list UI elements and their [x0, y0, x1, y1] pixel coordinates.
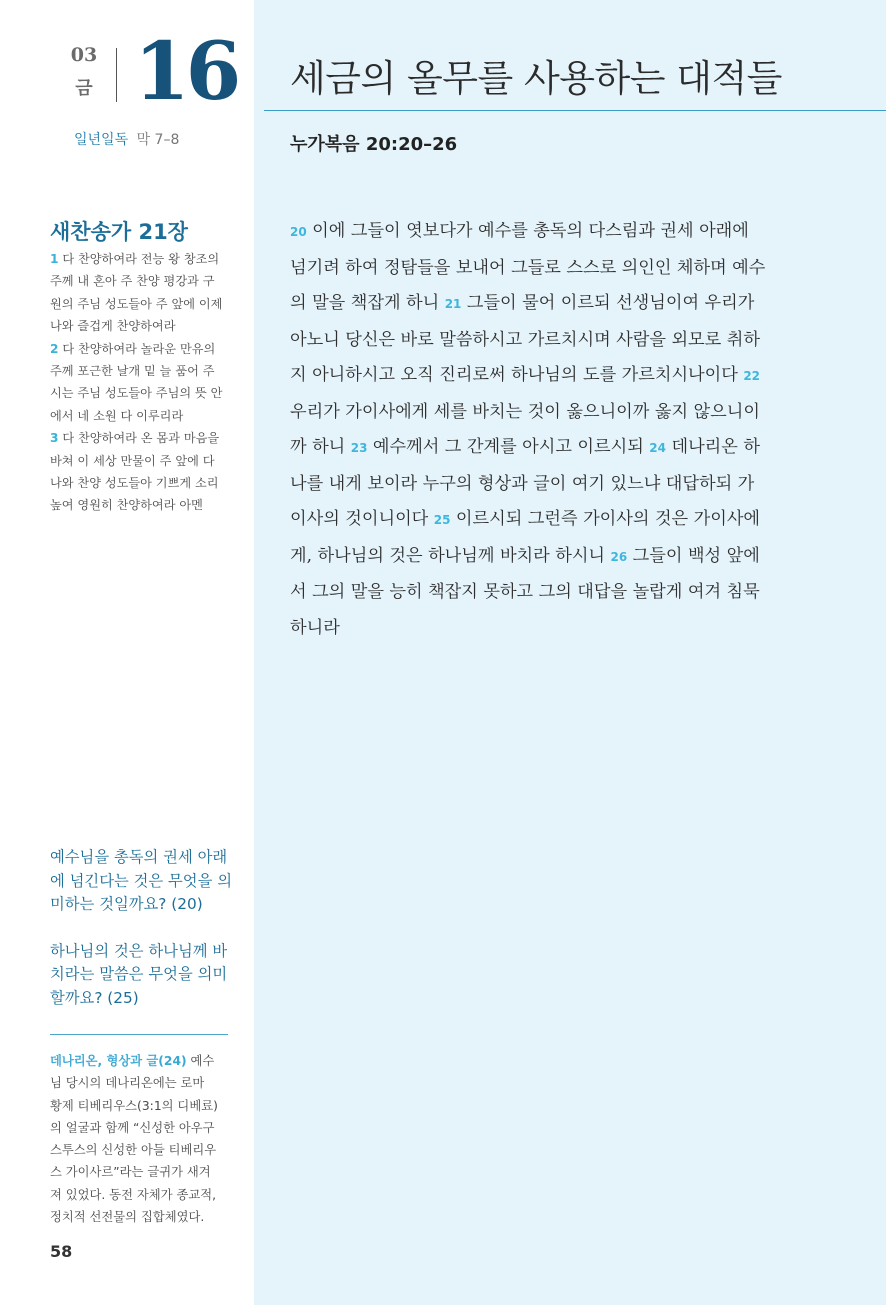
verse-text: 까 하니: [290, 437, 351, 457]
note-line: [50, 1117, 232, 1139]
hymn-line: [50, 338, 228, 360]
hymn-line: [50, 315, 228, 337]
hymn-line-text: 다 찬양하여라 놀라운 만유의: [58, 341, 216, 356]
verse-text: 이사의 것이니이다: [290, 509, 434, 529]
scripture-line: [290, 286, 790, 323]
hymn-line: [50, 382, 228, 404]
hymn-lyrics: [50, 248, 228, 517]
note-term: 데나리온, 형상과 글(24): [50, 1054, 187, 1068]
scripture-line: [290, 539, 790, 576]
content-panel: [254, 0, 886, 1305]
note-line: [50, 1072, 232, 1094]
scripture-line: [290, 467, 790, 503]
hymn-verse-number: 1: [50, 252, 59, 266]
hymn-line: [50, 494, 228, 516]
note-line: [50, 1050, 232, 1072]
annual-reading-value: 막 7–8: [136, 132, 180, 148]
scripture-line: [290, 323, 790, 359]
verse-number: 23: [350, 441, 368, 455]
note-text: 황제 티베리우스(3:1의 디베료): [50, 1098, 218, 1113]
scripture-line: [290, 611, 790, 647]
hymn-line: [50, 248, 228, 270]
hymn-verse-number: 2: [50, 341, 59, 356]
hymn-line-text: 나와 찬양 성도들아 기쁘게 소리: [50, 476, 219, 491]
scripture-line: [290, 214, 790, 251]
scripture-line: [290, 358, 790, 395]
scripture-line: [290, 251, 790, 287]
page-title: 세금의 올무를 사용하는 대적들: [290, 57, 782, 100]
note-text: 님 당시의 데나리온에는 로마: [50, 1076, 205, 1091]
note-text: 져 있었다. 동전 자체가 종교적,: [50, 1187, 216, 1202]
verse-text: 그들이 백성 앞에: [627, 545, 760, 566]
question-line: 에 넘긴다는 것은 무엇을 의: [50, 871, 232, 890]
day-number: 16: [134, 24, 238, 118]
scripture-line: [290, 430, 790, 467]
verse-text: 서 그의 말을 능히 책잡지 못하고 그의 대답을 놀랍게 여겨 침묵: [290, 582, 760, 602]
question-line: 할까요? (25): [50, 988, 139, 1007]
hymn-line: [50, 270, 228, 292]
verse-text: 그들이 물어 이르되 선생님이여 우리가: [461, 293, 755, 313]
note-text: 스투스의 신성한 아들 티베리우: [50, 1143, 217, 1158]
hymn-line-text: 다 찬양하여라 온 몸과 마음을: [58, 431, 220, 446]
title-divider: [264, 110, 886, 111]
verse-number: 25: [433, 513, 451, 527]
hymn-line-text: 바쳐 이 세상 만물이 주 앞에 다: [50, 453, 215, 468]
verse-text: 의 말을 책잡게 하니: [290, 293, 445, 313]
scripture-text: [290, 214, 790, 646]
verse-text: 나를 내게 보이라 누구의 형상과 글이 여기 있느냐 대답하되 가: [290, 473, 755, 494]
verse-text: 이르시되 그런즉 가이사의 것은 가이사에: [450, 509, 761, 529]
hymn-line-text: 나와 즐겁게 찬양하여라: [50, 319, 176, 334]
verse-text: 예수께서 그 간계를 아시고 이르시되: [367, 437, 650, 457]
hymn-line: [50, 405, 228, 427]
question-line: 하나님의 것은 하나님께 바: [50, 941, 228, 960]
scripture-line: [290, 502, 790, 539]
weekday-label: 금: [75, 78, 93, 99]
note-text: 정치적 선전물의 집합체였다.: [50, 1210, 205, 1225]
scripture-line: [290, 395, 790, 431]
verse-text: 아노니 당신은 바로 말씀하시고 가르치시며 사람을 외모로 취하: [290, 329, 760, 350]
hymn-line-text: 높여 영원히 찬양하여라 아멘: [50, 498, 203, 513]
verse-text: 우리가 가이사에게 세를 바치는 것이 옳으니이까 옳지 않으니이: [290, 401, 760, 422]
note-text: 예수: [186, 1054, 215, 1068]
hymn-line-text: 에서 네 소원 다 이루리라: [50, 408, 184, 423]
note-text: 스 가이사르”라는 글귀가 새겨: [50, 1165, 211, 1180]
question: [50, 940, 236, 1011]
date-divider: [116, 48, 117, 102]
question: [50, 846, 236, 917]
reflection-questions: [50, 846, 236, 1033]
hymn-line-text: 원의 주님 성도들아 주 앞에 이제: [50, 296, 223, 311]
hymn-line-text: 다 찬양하여라 전능 왕 창조의: [58, 252, 220, 266]
hymn-line: [50, 360, 228, 382]
hymn-verse-number: 3: [50, 431, 59, 446]
hymn-line-text: 주께 포근한 날개 밑 늘 품어 주: [50, 364, 215, 379]
note-line: [50, 1139, 232, 1161]
verse-text: 데나리온 하: [666, 437, 760, 457]
annual-reading-label: 일년일독: [74, 132, 129, 148]
annual-reading: [74, 129, 179, 149]
hymn-line: [50, 450, 228, 472]
question-line: 미하는 것일까요? (20): [50, 895, 203, 913]
verse-text: 이에 그들이 엿보다가 예수를 총독의 다스림과 권세 아래에: [306, 221, 749, 241]
page-number: 58: [50, 1242, 73, 1261]
note-divider: [50, 1034, 228, 1035]
hymn-line: [50, 472, 228, 494]
verse-text: 게, 하나님의 것은 하나님께 바치라 하시니: [290, 545, 611, 566]
question-line: 치라는 말씀은 무엇을 의미: [50, 965, 228, 983]
hymn-line-text: 주께 내 혼아 주 찬양 평강과 구: [50, 274, 215, 289]
verse-number: 24: [649, 441, 666, 455]
note-line: [50, 1206, 232, 1228]
hymn-title: 새찬송가 21장: [50, 220, 188, 244]
month-label: 03: [70, 44, 98, 66]
question-line: 예수님을 총독의 권세 아래: [50, 848, 228, 866]
note-line: [50, 1184, 232, 1206]
note-text: 의 얼굴과 함께 “신성한 아우구: [50, 1120, 215, 1135]
verse-number: 20: [290, 225, 307, 239]
verse-number: 26: [610, 549, 628, 564]
passage-reference: 누가복음 20:20–26: [290, 134, 458, 155]
verse-text: 하니라: [290, 617, 340, 638]
note-line: [50, 1161, 232, 1183]
note-line: [50, 1095, 232, 1117]
verse-number: 22: [743, 369, 761, 383]
hymn-line: [50, 293, 228, 315]
verse-text: 넘기려 하여 정탐들을 보내어 그들로 스스로 의인인 체하며 예수: [290, 257, 766, 278]
study-note: [50, 1050, 232, 1228]
verse-number: 21: [444, 297, 462, 311]
verse-text: 지 아니하시고 오직 진리로써 하나님의 도를 가르치시나이다: [290, 365, 744, 385]
scripture-line: [290, 575, 790, 611]
hymn-line-text: 시는 주님 성도들아 주님의 뜻 안: [50, 386, 223, 401]
hymn-line: [50, 427, 228, 449]
